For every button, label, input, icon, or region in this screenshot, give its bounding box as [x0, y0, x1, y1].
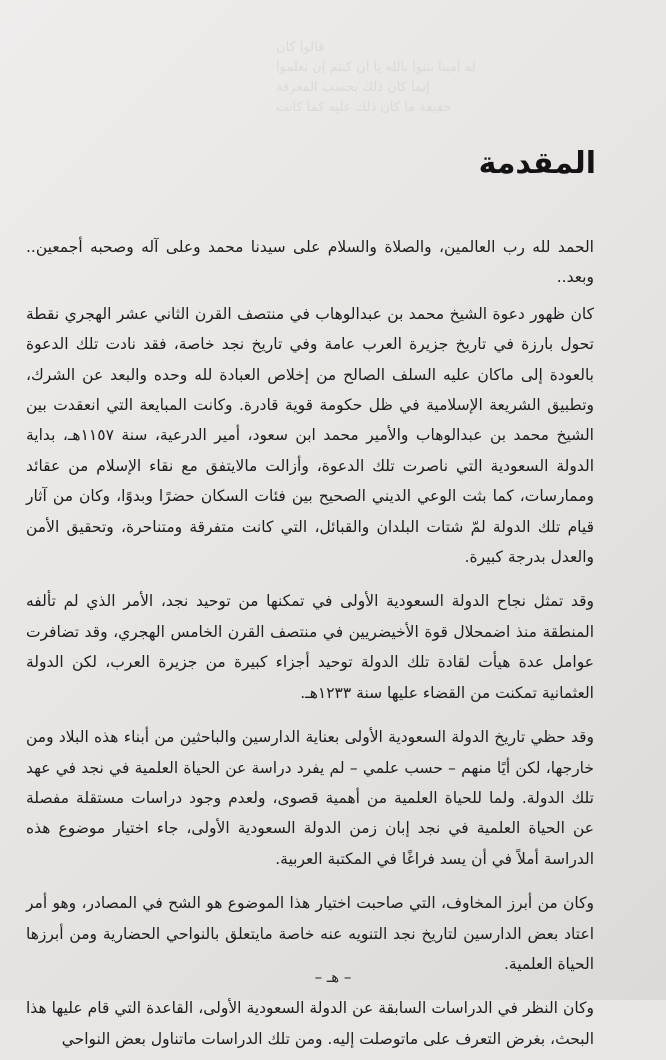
bleed-line: قالوا كان — [276, 40, 325, 55]
paragraph-unification: وقد تمثل نجاح الدولة السعودية الأولى في تمكنها من توحيد نجد، الأمر الذي لم تألفه المنطقة منذ اضمحلال قوة الأخيضريين في منتصف القرن الخامس الهجري، وقد تضافرت عوامل عدة هيأت لقادة تلك الدولة توحيد أجزاء كبيرة من جزيرة العرب، لكن الدولة العثمانية تمكنت من القضاء عليها سنة ١٢٣٣هـ. — [26, 592, 594, 702]
paragraph-previous-studies: وكان النظر في الدراسات السابقة عن الدولة السعودية الأولى، القاعدة التي قام عليها هذا البحث، بغرض التعرف على ماتوصلت إليه. ومن تلك الدراسات ماتناول بعض النواحي — [26, 999, 594, 1048]
paragraph-sources: وكان من أبرز المخاوف، التي صاحبت اختيار هذا الموضوع هو الشح في المصادر، وهو أمر اعتاد بعض الدارسين لتاريخ نجد التنويه عنه خاصة مايتعلق بالنواحي الحضارية ومن أبرزها الحياة العلمية. — [26, 894, 594, 973]
body-text — [26, 232, 594, 1060]
page-number: – هـ – — [314, 968, 352, 986]
paragraph-opening: الحمد لله رب العالمين، والصلاة والسلام على سيدنا محمد وعلى آله وصحبه أجمعين.. وبعد.. — [26, 238, 594, 287]
bleed-through-text — [276, 38, 616, 118]
bleed-line: حقيقة ما كان ذلك عليه كما كانت — [276, 100, 452, 115]
bleed-line: إنما كان ذلك بحسب المعرفة — [276, 80, 430, 95]
paragraph-dawah: كان ظهور دعوة الشيخ محمد بن عبدالوهاب في منتصف القرن الثاني عشر الهجري نقطة تحول بارزة في تاريخ جزيرة العرب عامة وفي تاريخ نجد خاصة، فقد نادت تلك الدعوة بالعودة إلى ماكان عليه السلف الصالح من إخلاص العبادة لله وحده والبعد عن الشرك، وتطبيق الشريعة الإسلامية في ظل حكومة قوية قادرة. وكانت المبايعة التي انعقدت بين الشيخ محمد بن عبدالوهاب والأمير محمد ابن سعود، أمير الدرعية، سنة ١١٥٧هـ، بداية الدولة السعودية التي ناصرت تلك الدعوة، وأزالت مالايتفق مع نقاء الإسلام من عقائد وممارسات، كما بثت الوعي الديني الصحيح بين فئات السكان حضرًا وبدوًا، وكان من آثار قيام تلك الدولة لمّ شتات البلدان والقبائل، التي كانت متفرقة ومتناحرة، وتحقيق الأمن والعدل بدرجة كبيرة. — [26, 304, 594, 567]
paragraph-study-purpose: وقد حظي تاريخ الدولة السعودية الأولى بعناية الدارسين والباحثين من أبناء هذه البلاد ومن خارجها، لكن أيًا منهم – حسب علمي – لم يفرد دراسة عن الحياة العلمية في نجد في عهد تلك الدولة. ولما للحياة العلمية من أهمية قصوى، ولعدم وجود دراسات مستقلة مفصلة عن الحياة العلمية في نجد إبان زمن الدولة السعودية الأولى، جاء اختيار موضوع هذه الدراسة أملاً في أن يسد فراغًا في المكتبة العربية. — [26, 728, 594, 868]
bleed-line: له أمينا بتنوا بالله يا ان كنتم إن تعلموا — [276, 60, 476, 75]
page-title: المقدمة — [478, 146, 596, 181]
